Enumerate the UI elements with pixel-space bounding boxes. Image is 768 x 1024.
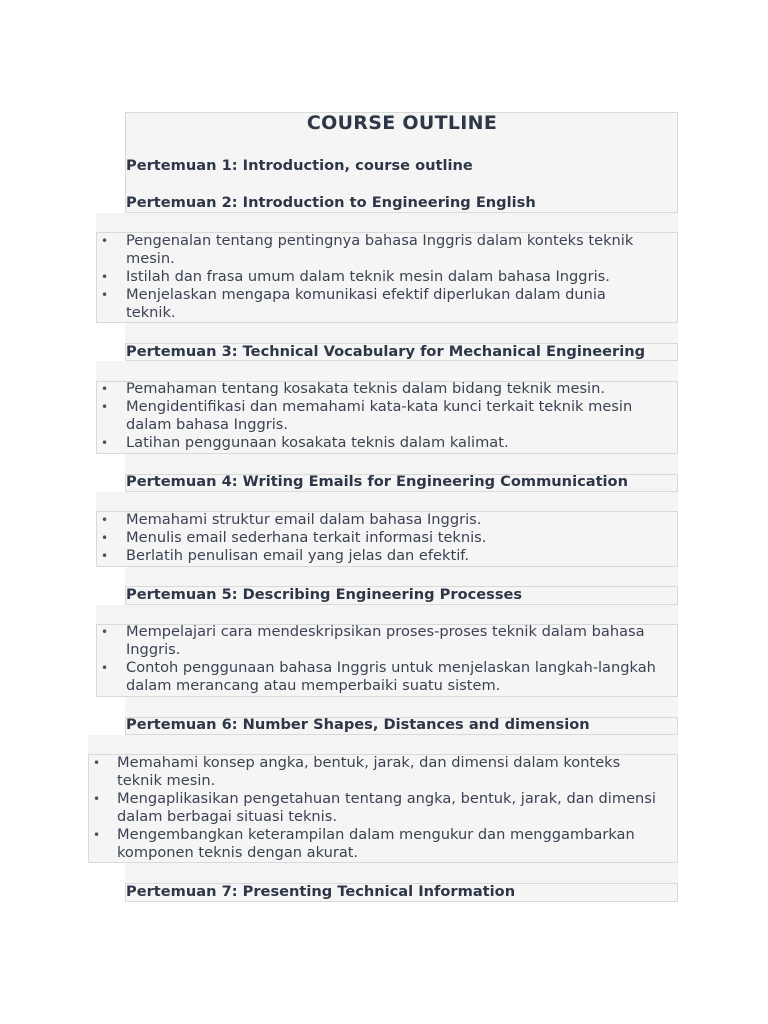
- bullet-icon: •: [93, 828, 101, 842]
- session-2-list: [101, 232, 678, 322]
- session-3-list: [101, 380, 678, 452]
- bullet-icon: •: [101, 288, 109, 302]
- spacer-strip: [125, 454, 678, 474]
- list-item-line: Mengidentifikasi dan memahami kata-kata kunci terkait teknik mesin: [126, 398, 633, 415]
- list-item-line: Memahami konsep angka, bentuk, jarak, dan dimensi dalam konteks: [117, 754, 621, 771]
- list-item: [93, 754, 678, 790]
- session-4-list: [101, 511, 678, 565]
- bullet-icon: •: [101, 382, 109, 396]
- list-item-line: Memahami struktur email dalam bahasa Inggris.: [126, 511, 482, 528]
- bullet-icon: •: [93, 756, 101, 770]
- bullet-icon: •: [101, 436, 109, 450]
- spacer-strip: [125, 863, 678, 883]
- list-item: [101, 547, 678, 565]
- list-item-line: dalam merancang atau memperbaiki suatu sistem.: [126, 677, 501, 694]
- spacer-strip: [96, 361, 678, 381]
- session-heading-3: Pertemuan 3: Technical Vocabulary for Mechanical Engineering: [126, 343, 646, 360]
- list-item-line: dalam berbagai situasi teknis.: [117, 808, 337, 825]
- list-item: [101, 232, 678, 268]
- list-item-line: Mengaplikasikan pengetahuan tentang angka, bentuk, jarak, dan dimensi: [117, 790, 656, 807]
- session-heading-2: Pertemuan 2: Introduction to Engineering English: [126, 194, 536, 211]
- list-item: [101, 268, 678, 286]
- list-item: [101, 623, 678, 659]
- list-item-line: Istilah dan frasa umum dalam teknik mesin dalam bahasa Inggris.: [126, 268, 610, 285]
- bullet-icon: •: [101, 549, 109, 563]
- session-heading-4: Pertemuan 4: Writing Emails for Engineering Communication: [126, 473, 628, 490]
- list-item-line: Inggris.: [126, 641, 181, 658]
- list-item-line: mesin.: [126, 250, 175, 267]
- list-item-line: Pengenalan tentang pentingnya bahasa Inggris dalam konteks teknik: [126, 232, 634, 249]
- page-title: COURSE OUTLINE: [306, 112, 498, 134]
- list-item-line: Mengembangkan keterampilan dalam mengukur dan menggambarkan: [117, 826, 635, 843]
- list-item: [101, 659, 678, 695]
- list-item-line: dalam bahasa Inggris.: [126, 416, 289, 433]
- spacer-strip: [96, 492, 678, 511]
- list-item: [101, 529, 678, 547]
- spacer-strip: [96, 605, 678, 624]
- list-item: [93, 790, 678, 826]
- bullet-icon: •: [101, 234, 109, 248]
- bullet-icon: •: [101, 625, 109, 639]
- list-item-line: teknik.: [126, 304, 176, 321]
- spacer-strip: [88, 735, 678, 754]
- list-item-line: Contoh penggunaan bahasa Inggris untuk menjelaskan langkah-langkah: [126, 659, 656, 676]
- bullet-icon: •: [101, 531, 109, 545]
- session-5-list: [101, 623, 678, 695]
- session-6-list: [93, 754, 678, 862]
- list-item-line: Menulis email sederhana terkait informasi teknis.: [126, 529, 487, 546]
- list-item: [93, 826, 678, 862]
- bullet-icon: •: [101, 400, 109, 414]
- list-item: [101, 380, 678, 398]
- list-item: [101, 398, 678, 434]
- session-heading-1: Pertemuan 1: Introduction, course outline: [126, 157, 473, 174]
- session-heading-5: Pertemuan 5: Describing Engineering Processes: [126, 586, 523, 603]
- bullet-icon: •: [101, 661, 109, 675]
- list-item-line: komponen teknis dengan akurat.: [117, 844, 359, 861]
- list-item-line: Berlatih penulisan email yang jelas dan efektif.: [126, 547, 469, 564]
- list-item-line: Mempelajari cara mendeskripsikan proses-proses teknik dalam bahasa: [126, 623, 645, 640]
- list-item: [101, 286, 678, 322]
- spacer-strip: [125, 697, 678, 717]
- session-heading-6: Pertemuan 6: Number Shapes, Distances and dimension: [126, 716, 590, 733]
- spacer-strip: [96, 213, 678, 232]
- list-item-line: Menjelaskan mengapa komunikasi efektif diperlukan dalam dunia: [126, 286, 606, 303]
- spacer-strip: [125, 567, 678, 586]
- bullet-icon: •: [101, 513, 109, 527]
- session-heading-7: Pertemuan 7: Presenting Technical Information: [126, 883, 516, 900]
- list-item: [101, 511, 678, 529]
- list-item-line: teknik mesin.: [117, 772, 216, 789]
- bullet-icon: •: [93, 792, 101, 806]
- list-item-line: Latihan penggunaan kosakata teknis dalam kalimat.: [126, 434, 509, 451]
- bullet-icon: •: [101, 270, 109, 284]
- list-item: [101, 434, 678, 452]
- list-item-line: Pemahaman tentang kosakata teknis dalam bidang teknik mesin.: [126, 380, 605, 397]
- spacer-strip: [125, 323, 678, 343]
